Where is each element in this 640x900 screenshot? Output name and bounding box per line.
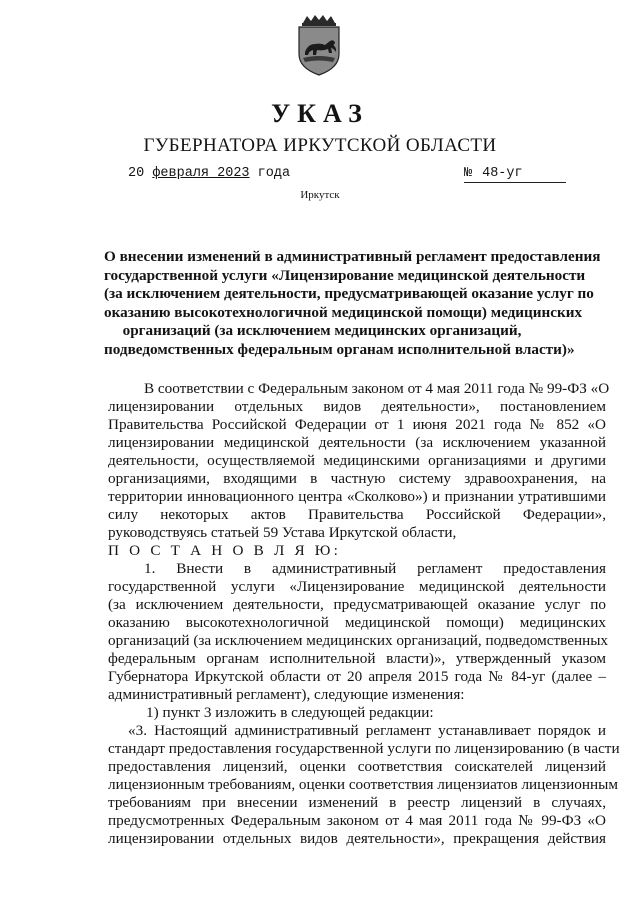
decree-number [464,166,566,183]
body-line: организациями, входящими в частную систему здравоохранения, на [108,470,606,487]
body-line: административный регламент), следующие изменения: [108,686,465,703]
body-line: В соответствии с Федеральным законом от 4 мая 2011 года № 99-ФЗ «О [144,380,610,397]
body-line: организаций (за исключением медицинских организаций, подведомственных [108,632,608,649]
decree-body [108,380,620,848]
title-line: государственной услуги «Лицензирование медицинской деятельности [104,266,586,284]
title-line: (за исключением деятельности, предусматривающей оказание услуг по [104,285,594,303]
body-line: территории инновационного центра «Сколково») и признании утратившими [108,488,606,505]
body-line: требованиям при внесении изменений в реестр лицензий в случаях, [108,794,606,811]
body-line: федеральным органам исполнительной власти)», утвержденный указом [108,650,606,667]
decree-heading: УКАЗ [271,99,369,128]
body-line: предусмотренных Федеральным законом от 4 мая 2011 года № 99-ФЗ «О [108,812,606,829]
body-line: оказанию высокотехнологичной медицинской помощи) медицинских [108,614,606,631]
title-line: О внесении изменений в административный регламент предоставления [104,248,601,265]
body-line: стандарт предоставления государственной услуги по лицензированию (в части [108,740,620,757]
date-day: 20 [128,166,145,181]
issue-place: Иркутск [300,189,340,201]
body-line: Губернатора Иркутской области от 20 апреля 2015 года № 84-уг (далее – [108,668,606,685]
resolution-word: П О С Т А Н О В Л Я Ю: [108,542,342,559]
body-line: (за исключением деятельности, предусматривающей оказание услуг по [108,596,606,613]
decree-date [128,166,290,181]
title-line: подведомственных федеральным органам исполнительной власти)» [104,340,575,358]
issuer-heading: ГУБЕРНАТОРА ИРКУТСКОЙ ОБЛАСТИ [143,135,497,156]
number-sign: № [464,166,473,181]
irkutsk-coat-of-arms-icon [295,14,343,76]
title-line: организаций (за исключением медицинских организаций, [122,322,522,340]
body-line: «3. Настоящий административный регламент устанавливает порядок и [128,722,606,739]
number-value: 48-уг [482,166,523,181]
body-line: лицензировании медицинской деятельности (за исключением указанной [108,434,606,451]
body-line: 1. Внести в административный регламент предоставления [144,560,606,577]
body-line: деятельности, осуществляемой медицинскими организациями и другими [108,452,606,469]
body-line: 1) пункт 3 изложить в следующей редакции: [146,704,434,721]
body-line: руководствуясь статьей 59 Устава Иркутской области, [108,524,457,541]
body-line: Правительства Российской Федерации от 1 июня 2021 года № 852 «О [108,416,606,433]
body-line: лицензировании отдельных видов деятельности», постановлением [108,398,606,415]
body-line: лицензионным требованиям, оценки соответствия лицензиатов лицензионным [108,776,618,793]
date-suffix: года [257,166,291,181]
body-line: лицензировании отдельных видов деятельности», прекращения действия [108,830,606,847]
body-line: предоставления лицензий, оценки соответствия соискателей лицензий [108,758,606,775]
decree-title [104,248,601,360]
date-month-year: февраля 2023 [152,166,250,181]
title-line: оказанию высокотехнологичной медицинской помощи) медицинских [104,303,583,321]
body-line: государственной услуги «Лицензирование медицинской деятельности [108,578,606,595]
body-line: силу некоторых актов Правительства Российской Федерации», [108,506,606,523]
